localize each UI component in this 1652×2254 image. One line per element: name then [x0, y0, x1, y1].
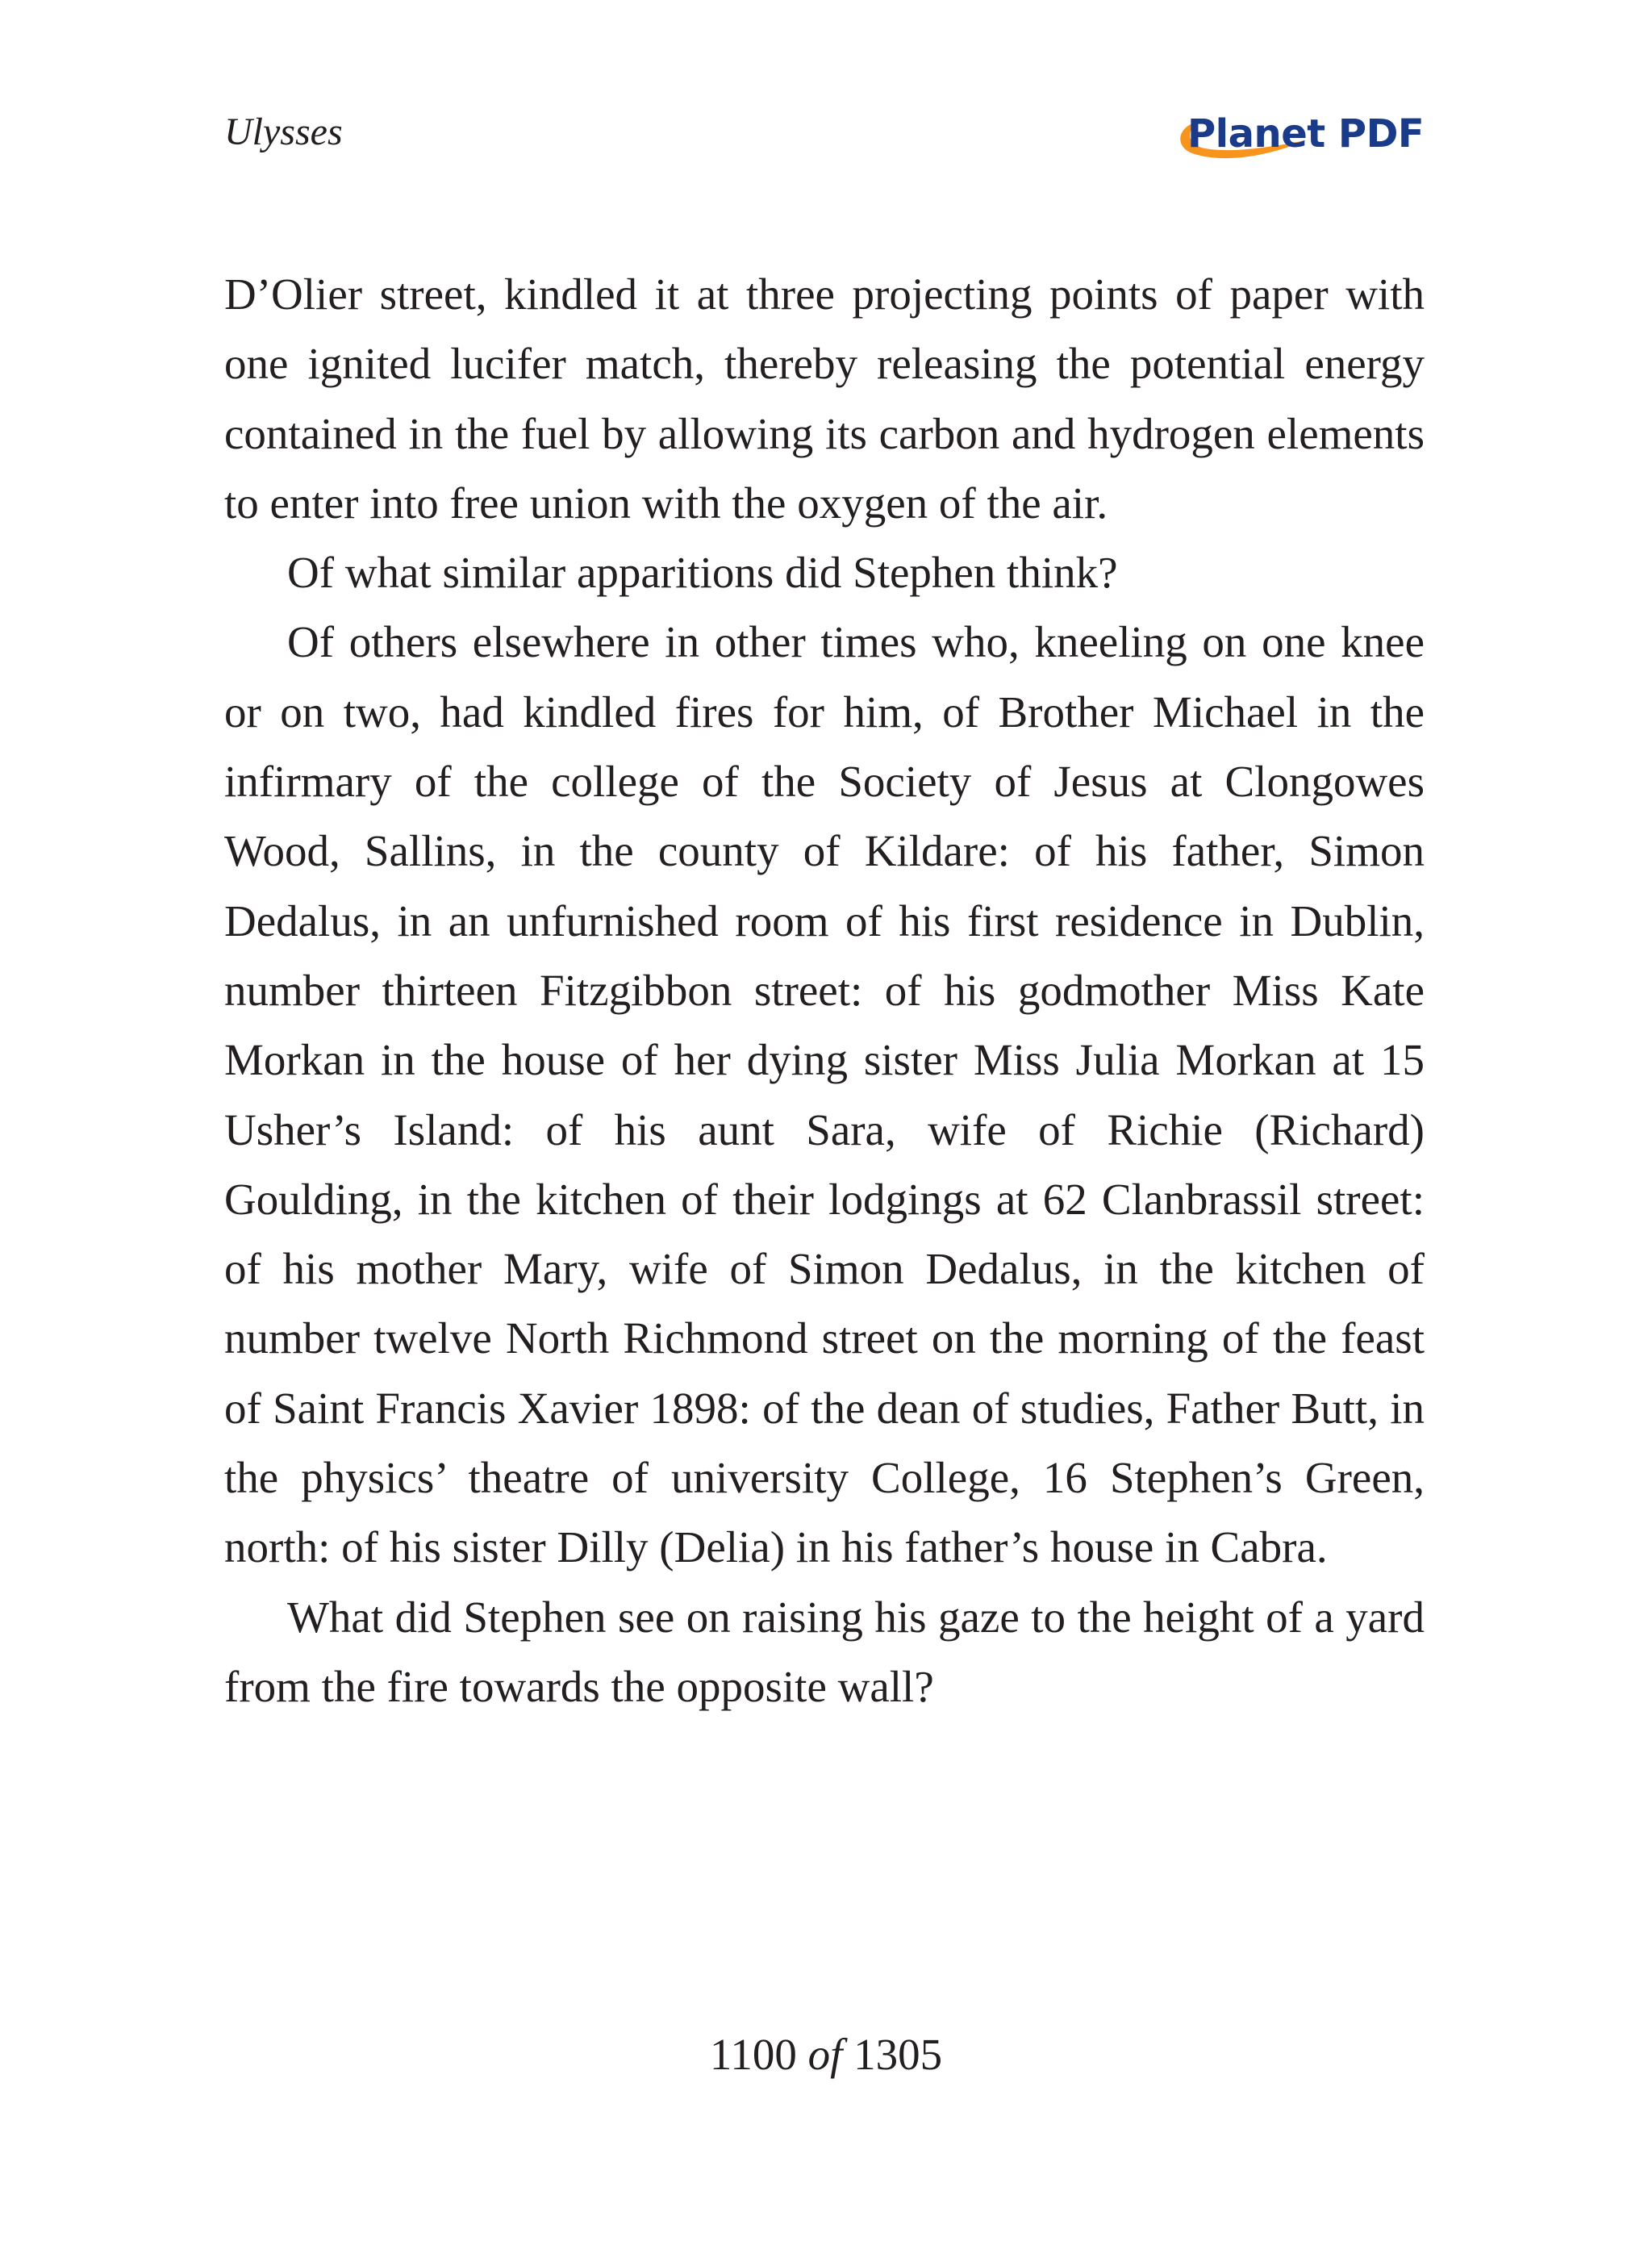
running-title: Ulysses — [224, 111, 343, 153]
paragraph-4: What did Stephen see on raising his gaze to the height of a yard from the fire towards the opposite wall? — [224, 1592, 1425, 1711]
planet-pdf-logo — [1168, 105, 1434, 174]
page-of: of — [807, 2030, 843, 2079]
paragraph-2: Of what similar apparitions did Stephen think? — [287, 548, 1118, 598]
paragraph-3: Of others elsewhere in other times who, kneeling on one knee or on two, had kindled fires for him, of Brother Michael in the infirmary of the college of the Society of Jesus at Clongowes Wood, Sallins, in the county of Kildare: of his father, Simon Dedalus, in an unfurnished room of his first residence in Dublin, number thirteen Fitzgibbon street: of his godmother Miss Kate Morkan in the house of her dying sister Miss Julia Morkan at 15 Usher’s Island: of his aunt Sara, wife of Richie (Richard) Goulding, in the kitchen of their lodgings at 62 Clanbrassil street: of his mother Mary, wife of Simon Dedalus, in the kitchen of number twelve North Richmond street on the morning of the feast of Saint Francis Xavier 1898: of the dean of studies, Father Butt, in the physics’ theatre of university College, 16 Stephen’s Green, north: of his sister Dilly (Delia) in his father’s house in Cabra. — [224, 617, 1425, 1572]
body-text — [224, 260, 1425, 1722]
paragraph-1: D’Olier street, kindled it at three projecting points of paper with one ignited lucifer match, thereby releasing the potential energy contained in the fuel by allowing its carbon and hydrogen elements to enter into free union with the oxygen of the air. — [224, 269, 1425, 528]
page-total: 1305 — [853, 2030, 943, 2079]
logo-text: Planet PDF — [1187, 111, 1425, 157]
page-number — [0, 2027, 1652, 2083]
page-current: 1100 — [709, 2030, 797, 2079]
